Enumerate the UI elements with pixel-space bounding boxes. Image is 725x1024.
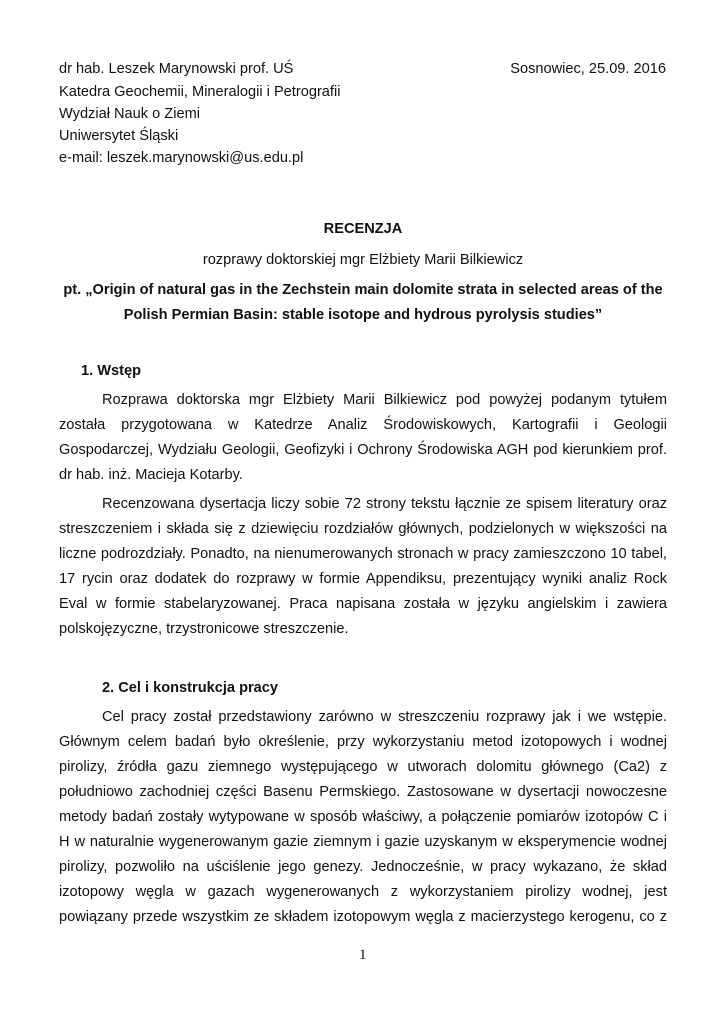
university: Uniwersytet Śląski [59, 128, 179, 144]
paragraph-line: pirolizy, źródła gazu ziemnego występującego w utworach dolomitu głównego (Ca2) z [59, 759, 667, 775]
department: Katedra Geochemii, Mineralogii i Petrografii [59, 84, 341, 100]
paragraph-line: powiązany przede wszystkim ze składem izotopowym węgla z macierzystego kerogenu, co z [59, 909, 667, 925]
paragraph-line: dr hab. inż. Macieja Kotarby. [59, 467, 243, 483]
section-2-heading: 2. Cel i konstrukcja pracy [102, 680, 279, 696]
author-name: dr hab. Leszek Marynowski prof. UŚ [59, 61, 294, 77]
paragraph-line: Gospodarczej, Wydziału Geologii, Geofizyki i Ochrony Środowiska AGH pod kierunkiem prof. [59, 442, 667, 458]
paragraph-line: H w naturalnie wygenerowanym gazie ziemnym i gazie uzyskanym w eksperymencie wodnej [59, 834, 667, 850]
paragraph-line: Głównym celem badań było określenie, przy wykorzystaniu metod izotopowych i wodnej [59, 734, 667, 750]
thesis-title-line-1: pt. „Origin of natural gas in the Zechstein main dolomite strata in selected areas of the [63, 282, 663, 298]
page-number: 1 [359, 947, 367, 963]
paragraph-line: izotopowy węgla w gazach wygenerowanych z wykorzystaniem pirolizy wodnej, jest [59, 884, 667, 900]
paragraph-line: liczne podrozdziały. Ponadto, na nienumerowanych stronach w pracy zamieszczono 10 tabel, [59, 546, 667, 562]
paragraph-line: została przygotowana w Katedrze Analiz Środowiskowych, Kartografii i Geologii [59, 417, 667, 433]
paragraph-line: Rozprawa doktorska mgr Elżbiety Marii Bilkiewicz pod powyżej podanym tytułem [102, 392, 667, 408]
paragraph-line: Eval w formie stabelaryzowanej. Praca napisana została w języku angielskim i zawiera [59, 596, 667, 612]
section-1-heading: 1. Wstęp [81, 363, 142, 379]
paragraph-line: metody badań zostały wytypowane w sposób właściwy, a połączenie pomiarów izotopów C i [59, 809, 667, 825]
paragraph-line: 17 rycin oraz dodatek do rozprawy w formie Appendiksu, prezentujący wyniki analiz Rock [59, 571, 667, 587]
faculty: Wydział Nauk o Ziemi [59, 106, 200, 122]
paragraph-line: Recenzowana dysertacja liczy sobie 72 strony tekstu łącznie ze spisem literatury oraz [102, 496, 667, 512]
document-heading: RECENZJA [323, 221, 403, 237]
place-date: Sosnowiec, 25.09. 2016 [510, 61, 666, 77]
document-subtitle: rozprawy doktorskiej mgr Elżbiety Marii Bilkiewicz [202, 252, 524, 268]
paragraph-line: polskojęzyczne, trzystronicowe streszczenie. [59, 621, 349, 637]
paragraph-line: streszczeniem i składa się z dziewięciu rozdziałów głównych, podzielonych w większości na [59, 521, 667, 537]
thesis-title-line-2: Polish Permian Basin: stable isotope and hydrous pyrolysis studies” [123, 307, 603, 323]
paragraph-line: południowo zachodniej części Basenu Permskiego. Zastosowane w dysertacji nowoczesne [59, 784, 667, 800]
email: e-mail: leszek.marynowski@us.edu.pl [59, 150, 304, 166]
paragraph-line: Cel pracy został przedstawiony zarówno w streszczeniu rozprawy jak i we wstępie. [102, 709, 667, 725]
paragraph-line: pirolizy, pozwoliło na uściślenie jego genezy. Jednocześnie, w pracy wykazano, że skład [59, 859, 667, 875]
